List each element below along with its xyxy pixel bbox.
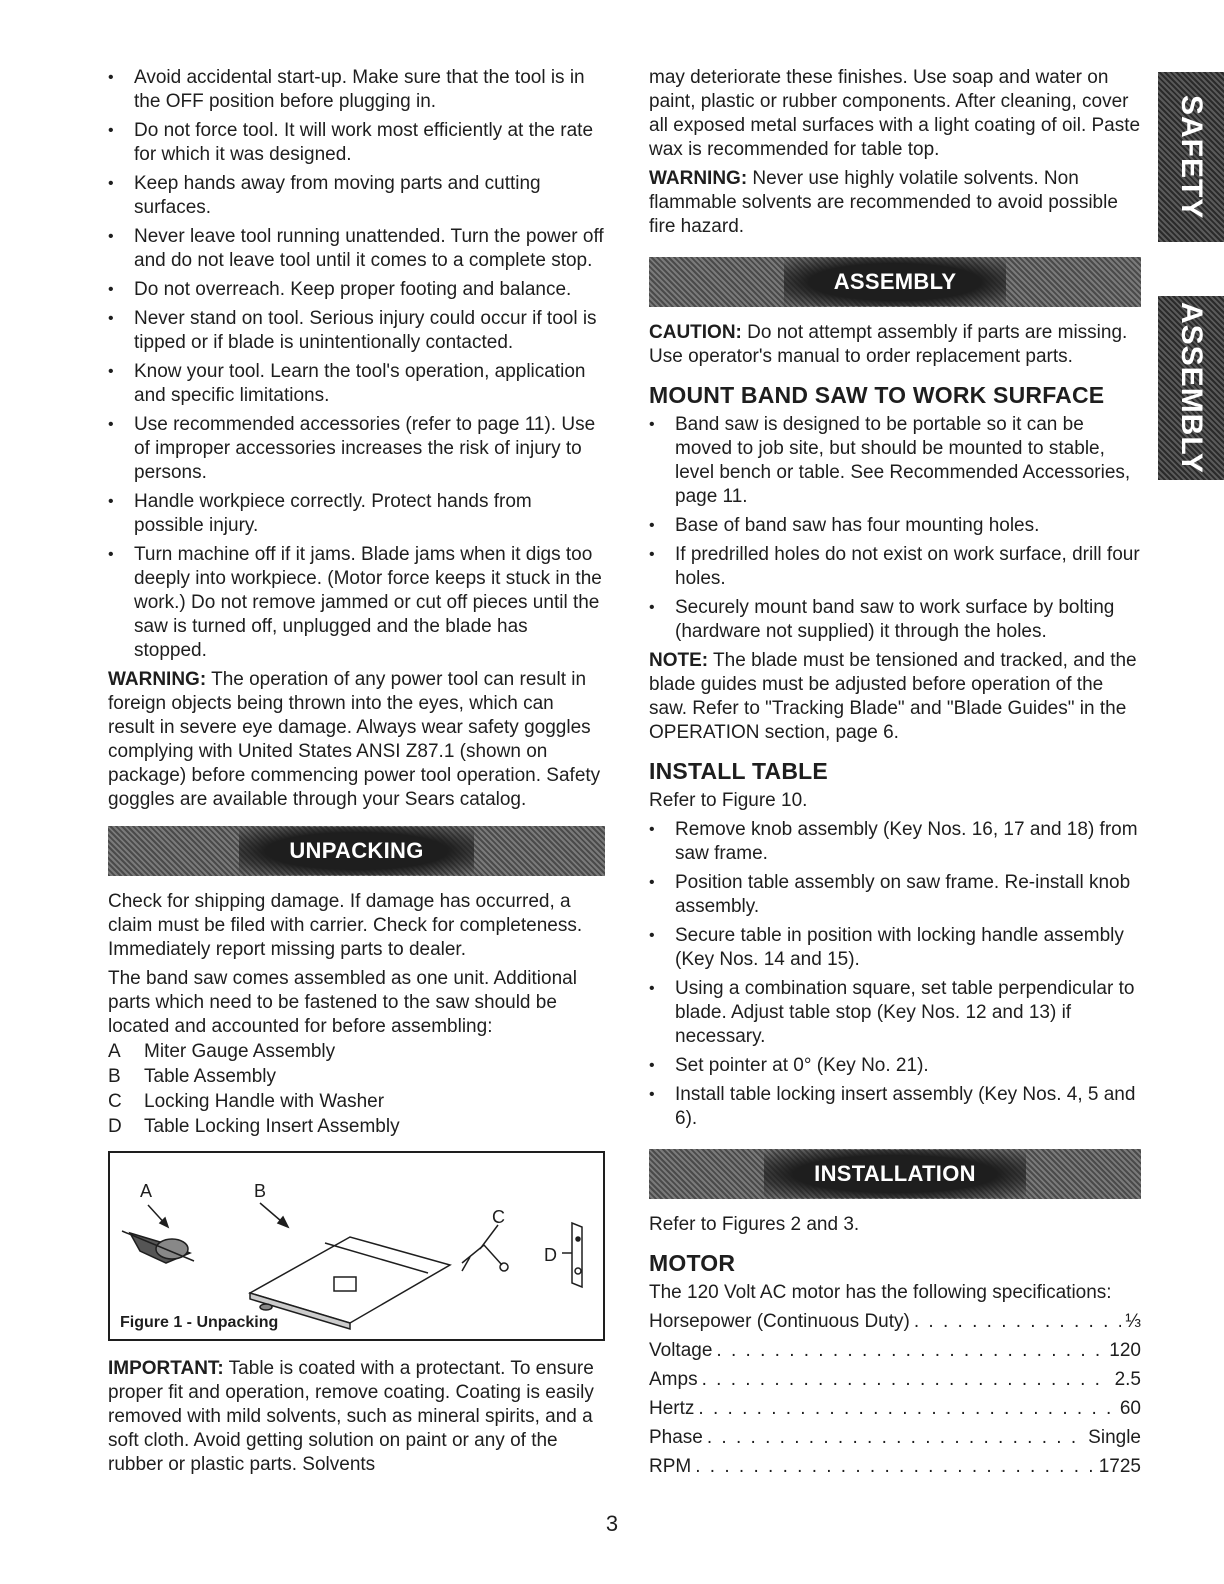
figure-label-b: B bbox=[254, 1181, 267, 1201]
safety-side-tab bbox=[1158, 72, 1224, 242]
figure-caption: Figure 1 - Unpacking bbox=[120, 1314, 279, 1331]
insert-assembly-drawing bbox=[562, 1223, 582, 1287]
installation-banner bbox=[649, 1149, 1141, 1199]
solvent-warning bbox=[649, 167, 1141, 239]
list-item: • Know your tool. Learn the tool's operation, application and specific limitations. bbox=[108, 360, 605, 408]
spec-value: Single bbox=[1088, 1427, 1141, 1448]
assembly-tab-label: ASSEMBLY bbox=[1175, 302, 1208, 474]
locking-handle-drawing bbox=[462, 1225, 508, 1271]
note-label: NOTE: bbox=[649, 650, 709, 671]
unpacking-banner bbox=[108, 826, 605, 876]
list-item: • Use recommended accessories (refer to page 11). Use of improper accessories increases the risk of injury to persons. bbox=[108, 413, 605, 485]
warning-text: The operation of any power tool can result in foreign objects being thrown into the eyes, which can result in severe eye damage. Always wear safety goggles complying with United States ANSI Z87.1 (shown on package) before commencing power tool operation. Safety goggles are available through your Sears catalog. bbox=[108, 669, 601, 810]
part-letter: C bbox=[108, 1091, 122, 1112]
left-column bbox=[108, 66, 605, 1482]
unpacking-figure bbox=[108, 1151, 605, 1341]
part-name: Table Assembly bbox=[144, 1066, 277, 1087]
safety-rules-list bbox=[108, 66, 605, 663]
caution-text: Do not attempt assembly if parts are missing. Use operator's manual to order replacement parts. bbox=[649, 322, 1128, 367]
list-item: • Handle workpiece correctly. Protect hands from possible injury. bbox=[108, 490, 605, 538]
spec-label: Horsepower (Continuous Duty) bbox=[649, 1311, 910, 1332]
list-item: • Do not overreach. Keep proper footing and balance. bbox=[108, 278, 605, 302]
mount-heading: MOUNT BAND SAW TO WORK SURFACE bbox=[649, 382, 1105, 408]
part-letter: A bbox=[108, 1041, 121, 1062]
part-name: Table Locking Insert Assembly bbox=[144, 1116, 400, 1137]
important-note bbox=[108, 1357, 605, 1477]
spec-label: RPM bbox=[649, 1456, 692, 1477]
spec-value: 60 bbox=[1119, 1398, 1141, 1419]
goggles-warning bbox=[108, 668, 605, 812]
warning-label: WARNING: bbox=[108, 669, 207, 690]
caution-label: CAUTION: bbox=[649, 322, 742, 343]
motor-specs bbox=[649, 1310, 1141, 1479]
page-number: 3 bbox=[605, 1511, 619, 1536]
list-item bbox=[108, 1115, 605, 1139]
part-name: Miter Gauge Assembly bbox=[144, 1041, 336, 1062]
list-item: • Set pointer at 0° (Key No. 21). bbox=[649, 1054, 1141, 1078]
leader-dots bbox=[707, 1426, 1084, 1450]
continued-paragraph: may deteriorate these finishes. Use soap and water on paint, plastic or rubber components. After cleaning, cover all exposed metal surfaces with a light coating of oil. Paste wax is recommended for table top. bbox=[649, 67, 1141, 160]
install-table-heading: INSTALL TABLE bbox=[649, 758, 828, 784]
leader-dots bbox=[698, 1397, 1115, 1421]
important-text: Table is coated with a protectant. To ensure proper fit and operation, remove coating. Coating is easily removed with mild solvents, such as mineral spirits, and a soft cloth. Avoid getting solution on paint or any of the rubber or plastic parts. Solvents bbox=[108, 1358, 594, 1475]
spec-row bbox=[649, 1339, 1141, 1363]
list-item: • Install table locking insert assembly (Key Nos. 4, 5 and 6). bbox=[649, 1083, 1141, 1131]
spec-label: Hertz bbox=[649, 1398, 695, 1419]
list-item: • Remove knob assembly (Key Nos. 16, 17 and 18) from saw frame. bbox=[649, 818, 1141, 866]
caution-note bbox=[649, 321, 1141, 369]
right-column bbox=[649, 66, 1141, 1484]
motor-intro: The 120 Volt AC motor has the following specifications: bbox=[649, 1282, 1112, 1303]
part-name: Locking Handle with Washer bbox=[144, 1091, 385, 1112]
assembly-banner bbox=[649, 257, 1141, 307]
installation-ref: Refer to Figures 2 and 3. bbox=[649, 1214, 860, 1235]
spec-row bbox=[649, 1368, 1141, 1392]
miter-gauge-drawing bbox=[122, 1205, 194, 1263]
figure-label-c: C bbox=[492, 1207, 505, 1227]
leader-dots bbox=[716, 1339, 1105, 1363]
unpacking-paragraph-1: Check for shipping damage. If damage has occurred, a claim must be filed with carrier. Check for completeness. Immediately report missing parts to dealer. bbox=[108, 891, 583, 960]
spec-row bbox=[649, 1426, 1141, 1450]
list-item: • If predrilled holes do not exist on work surface, drill four holes. bbox=[649, 543, 1141, 591]
unpacking-heading: UNPACKING bbox=[239, 827, 473, 875]
list-item: • Securely mount band saw to work surface by bolting (hardware not supplied) it through the holes. bbox=[649, 596, 1141, 644]
blade-note bbox=[649, 649, 1141, 745]
list-item: • Band saw is designed to be portable so it can be moved to job site, but should be mounted to stable, level bench or table. See Recommended Accessories, page 11. bbox=[649, 413, 1141, 509]
list-item bbox=[108, 1040, 605, 1064]
list-item: • Never leave tool running unattended. Turn the power off and do not leave tool until it comes to a complete stop. bbox=[108, 225, 605, 273]
unpacking-paragraph-2: The band saw comes assembled as one unit. Additional parts which need to be fastened to the saw should be located and accounted for before assembling: bbox=[108, 968, 577, 1037]
spec-value: 1725 bbox=[1098, 1456, 1141, 1477]
figure-label-a: A bbox=[140, 1181, 153, 1201]
list-item: • Secure table in position with locking handle assembly (Key Nos. 14 and 15). bbox=[649, 924, 1141, 972]
motor-heading: MOTOR bbox=[649, 1250, 736, 1276]
install-table-list bbox=[649, 818, 1141, 1131]
spec-label: Phase bbox=[649, 1427, 703, 1448]
spec-label: Amps bbox=[649, 1369, 698, 1390]
list-item: • Position table assembly on saw frame. Re-install knob assembly. bbox=[649, 871, 1141, 919]
table-assembly-drawing bbox=[250, 1203, 450, 1329]
part-letter: D bbox=[108, 1116, 122, 1137]
assembly-heading: ASSEMBLY bbox=[784, 258, 1007, 306]
leader-dots bbox=[914, 1310, 1121, 1334]
spec-value: ⅓ bbox=[1125, 1311, 1141, 1332]
parts-list bbox=[108, 1040, 605, 1139]
warning-label: WARNING: bbox=[649, 168, 748, 189]
install-table-ref: Refer to Figure 10. bbox=[649, 790, 808, 811]
important-label: IMPORTANT: bbox=[108, 1358, 224, 1379]
warning-text: Never use highly volatile solvents. Non flammable solvents are recommended to avoid possible fire hazard. bbox=[649, 168, 1118, 237]
leader-dots bbox=[702, 1368, 1111, 1392]
spec-value: 120 bbox=[1109, 1340, 1141, 1361]
list-item: • Never stand on tool. Serious injury could occur if tool is tipped or if blade is unintentionally contacted. bbox=[108, 307, 605, 355]
spec-value: 2.5 bbox=[1114, 1369, 1141, 1390]
spec-label: Voltage bbox=[649, 1340, 713, 1361]
spec-row bbox=[649, 1455, 1141, 1479]
figure-label-d: D bbox=[544, 1245, 557, 1265]
spec-row bbox=[649, 1397, 1141, 1421]
part-letter: B bbox=[108, 1066, 121, 1087]
assembly-side-tab bbox=[1158, 296, 1224, 480]
installation-heading: INSTALLATION bbox=[764, 1150, 1026, 1198]
list-item: • Avoid accidental start-up. Make sure that the tool is in the OFF position before plugging in. bbox=[108, 66, 605, 114]
spec-row bbox=[649, 1310, 1141, 1334]
list-item bbox=[108, 1090, 605, 1114]
list-item: • Do not force tool. It will work most efficiently at the rate for which it was designed. bbox=[108, 119, 605, 167]
list-item: • Base of band saw has four mounting holes. bbox=[649, 514, 1141, 538]
list-item: • Turn machine off if it jams. Blade jams when it digs too deeply into workpiece. (Motor force keeps it stuck in the work.) Do not remove jammed or cut off pieces until the saw is turned off, unplugged and the blade has stopped. bbox=[108, 543, 605, 663]
list-item: • Using a combination square, set table perpendicular to blade. Adjust table stop (Key Nos. 12 and 13) if necessary. bbox=[649, 977, 1141, 1049]
safety-tab-label: SAFETY bbox=[1175, 94, 1208, 220]
list-item bbox=[108, 1065, 605, 1089]
leader-dots bbox=[695, 1455, 1094, 1479]
list-item: • Keep hands away from moving parts and cutting surfaces. bbox=[108, 172, 605, 220]
mount-list bbox=[649, 413, 1141, 644]
note-text: The blade must be tensioned and tracked, and the blade guides must be adjusted before operation of the saw. Refer to "Tracking Blade" and "Blade Guides" in the OPERATION section, page 6. bbox=[649, 650, 1137, 743]
